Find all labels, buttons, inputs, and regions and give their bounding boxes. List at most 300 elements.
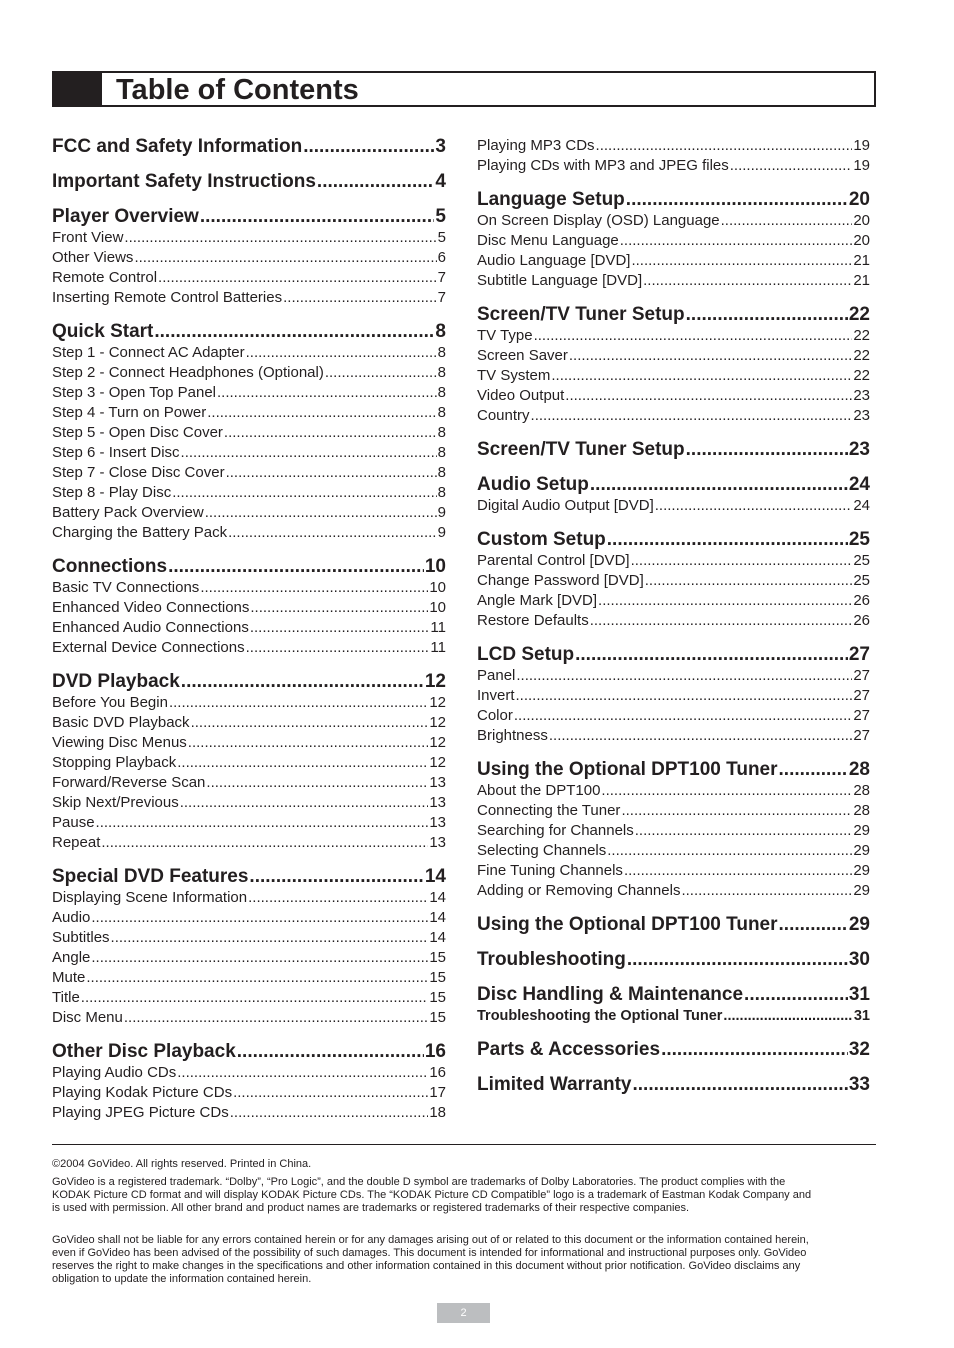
dot-leader [686,304,848,326]
toc-entry-label: Panel [477,667,516,684]
toc-entry-page: 32 [848,1039,870,1060]
toc-entry-page: 26 [853,612,870,629]
toc-subentry [477,326,870,346]
dot-leader [303,136,434,158]
toc-entry-label: Inserting Remote Control Batteries [52,289,283,306]
toc-entry-page: 8 [437,384,446,401]
toc-entry-page: 16 [429,1064,446,1081]
toc-entry-page: 22 [853,367,870,384]
toc-entry-label: Subtitles [52,929,110,946]
dot-leader [134,248,436,268]
dot-leader [181,443,437,463]
toc-entry-label: Battery Pack Overview [52,504,204,521]
toc-entry-page: 10 [424,556,446,577]
toc-entry-page: 22 [853,347,870,364]
toc-entry-label: Audio Language [DVD] [477,252,631,269]
dot-leader [590,474,848,496]
dot-leader [531,406,853,426]
toc-entry-page: 14 [429,889,446,906]
toc-entry-label: Disc Handling & Maintenance [477,984,744,1005]
toc-entry-page: 12 [429,734,446,751]
toc-section-entry [477,644,870,666]
toc-subentry [52,423,446,443]
toc-entry-page: 25 [853,572,870,589]
toc-entry-page: 18 [429,1104,446,1121]
toc-entry-label: Searching for Channels [477,822,634,839]
toc-entry-page: 22 [848,304,870,325]
toc-entry-page: 23 [853,407,870,424]
toc-entry-label: Step 5 - Open Disc Cover [52,424,223,441]
toc-entry-label: Quick Start [52,321,154,342]
dot-leader [124,1008,428,1028]
toc-entry-page: 27 [853,727,870,744]
dot-leader [551,366,852,386]
toc-section-entry [477,189,870,211]
toc-subentry [477,861,870,881]
toc-entry-label: Connecting the Tuner [477,802,621,819]
toc-subentry [52,928,446,948]
toc-subentry [477,551,870,571]
toc-entry-page: 20 [853,232,870,249]
dot-leader [626,189,848,211]
toc-subentry [52,1103,446,1123]
toc-entry-label: Subtitle Language [DVD] [477,272,643,289]
toc-entry-label: Forward/Reverse Scan [52,774,206,791]
toc-subentry [52,1008,446,1028]
dot-leader [246,638,430,658]
toc-entry-label: Step 8 - Play Disc [52,484,172,501]
toc-entry-label: Invert [477,687,515,704]
toc-entry-page: 11 [430,619,446,636]
toc-subentry [52,638,446,658]
toc-entry-label: Basic TV Connections [52,579,200,596]
toc-entry-page: 24 [848,474,870,495]
toc-entry-label: Brightness [477,727,548,744]
dot-leader [661,1039,848,1061]
toc-entry-page: 5 [435,206,446,227]
dot-leader [516,666,852,686]
toc-subentry [477,1006,870,1026]
toc-entry-label: Charging the Battery Pack [52,524,228,541]
toc-section-entry [52,136,446,158]
toc-entry-label: Enhanced Video Connections [52,599,250,616]
toc-entry-label: Screen Saver [477,347,568,364]
dot-leader [598,591,852,611]
dot-leader [228,523,437,543]
toc-entry-label: Playing MP3 CDs [477,137,595,154]
toc-entry-label: Parts & Accessories [477,1039,661,1060]
dot-leader [631,551,853,571]
toc-entry-label: Language Setup [477,189,625,210]
toc-subentry [477,686,870,706]
toc-entry-label: Audio Setup [477,474,589,495]
dot-leader [154,321,434,343]
toc-entry-label: Limited Warranty [477,1074,632,1095]
dot-leader [779,914,848,936]
toc-entry-page: 29 [848,914,870,935]
dot-leader [624,861,852,881]
dot-leader [233,1083,428,1103]
toc-entry-page: 17 [429,1084,446,1101]
dot-leader [205,503,437,523]
toc-entry-page: 14 [429,929,446,946]
dot-leader [91,908,428,928]
dot-leader [514,706,852,726]
dot-leader [596,136,853,156]
dot-leader [169,693,428,713]
toc-subentry [477,136,870,156]
dot-leader [620,231,853,251]
toc-subentry [52,948,446,968]
toc-entry-label: Step 3 - Open Top Panel [52,384,217,401]
dot-leader [230,1103,429,1123]
dot-leader [101,833,428,853]
dot-leader [686,439,848,461]
toc-entry-label: Other Views [52,249,134,266]
toc-subentry [52,813,446,833]
toc-entry-page: 14 [424,866,446,887]
dot-leader [627,949,848,971]
dot-leader [86,968,428,988]
toc-subentry [477,496,870,516]
dot-leader [246,343,437,363]
toc-entry-label: Playing Kodak Picture CDs [52,1084,233,1101]
dot-leader [191,713,429,733]
dot-leader [124,228,436,248]
toc-entry-label: Change Password [DVD] [477,572,644,589]
dot-leader [325,363,437,383]
dot-leader [177,753,428,773]
dot-leader [172,483,436,503]
dot-leader [181,671,424,693]
toc-entry-page: 20 [848,189,870,210]
toc-subentry [477,591,870,611]
dot-leader [631,251,852,271]
toc-entry-page: 23 [848,439,870,460]
dot-leader [633,1074,848,1096]
toc-entry-label: Skip Next/Previous [52,794,179,811]
dot-leader [200,206,435,228]
toc-entry-page: 24 [853,497,870,514]
toc-entry-page: 9 [437,524,446,541]
toc-entry-label: TV Type [477,327,533,344]
toc-subentry [52,908,446,928]
toc-section-entry [477,474,870,496]
dot-leader [111,928,429,948]
dot-leader [635,821,853,841]
toc-subentry [52,228,446,248]
toc-entry-page: 30 [848,949,870,970]
toc-section-entry [52,1041,446,1063]
dot-leader [91,948,428,968]
toc-entry-label: Country [477,407,530,424]
dot-leader [177,1063,428,1083]
toc-subentry [477,156,870,176]
toc-section-entry [477,1039,870,1061]
toc-entry-label: Front View [52,229,124,246]
dot-leader [565,386,852,406]
disclaimer-text: GoVideo shall not be liable for any errors contained herein or for any damages arising out of or related to this document or the information contained herein, even if GoVideo has been advised of the possibility of such damages. This document is intended for informational and instructional purposes only. GoVideo reserves the right to make changes in the specifications and other information contained in this document without prior notification. GoVideo disclaims any obligation to update the information contained herein. [52,1234,809,1285]
toc-section-entry [52,866,446,888]
toc-section-entry [477,304,870,326]
toc-subentry [52,503,446,523]
toc-subentry [52,888,446,908]
toc-subentry [52,713,446,733]
toc-subentry [477,346,870,366]
dot-leader [81,988,429,1008]
toc-entry-page: 27 [853,687,870,704]
toc-entry-page: 8 [437,344,446,361]
toc-entry-page: 10 [429,599,446,616]
toc-entry-page: 15 [429,989,446,1006]
toc-entry-label: FCC and Safety Information [52,136,303,157]
toc-entry-label: Player Overview [52,206,199,227]
toc-entry-label: Using the Optional DPT100 Tuner [477,759,778,780]
dot-leader [607,841,852,861]
toc-entry-page: 19 [853,157,870,174]
dot-leader [317,171,435,193]
dot-leader [168,556,424,578]
toc-entry-page: 5 [437,229,446,246]
dot-leader [655,496,853,516]
toc-subentry [477,881,870,901]
toc-subentry [52,618,446,638]
page-number: 2 [437,1303,490,1323]
toc-subentry [477,366,870,386]
toc-entry-label: Other Disc Playback [52,1041,236,1062]
toc-entry-label: Connections [52,556,168,577]
toc-subentry [477,231,870,251]
toc-entry-page: 12 [429,694,446,711]
toc-entry-page: 27 [853,707,870,724]
dot-leader [158,268,437,288]
toc-subentry [52,753,446,773]
toc-subentry [52,598,446,618]
toc-entry-label: On Screen Display (OSD) Language [477,212,720,229]
dot-leader [549,726,852,746]
toc-entry-page: 26 [853,592,870,609]
toc-entry-label: Video Output [477,387,565,404]
toc-entry-page: 22 [853,327,870,344]
toc-entry-label: TV System [477,367,551,384]
toc-entry-label: Disc Menu [52,1009,123,1026]
toc-entry-label: Stopping Playback [52,754,177,771]
toc-entry-page: 20 [853,212,870,229]
toc-subentry [477,726,870,746]
dot-leader [283,288,437,308]
toc-entry-label: Special DVD Features [52,866,249,887]
toc-subentry [52,833,446,853]
dot-leader [200,578,428,598]
toc-entry-page: 28 [848,759,870,780]
toc-entry-page: 13 [429,834,446,851]
toc-entry-label: Repeat [52,834,101,851]
toc-entry-page: 27 [853,667,870,684]
toc-entry-label: Mute [52,969,86,986]
toc-subentry [477,406,870,426]
toc-subentry [52,343,446,363]
toc-entry-label: Disc Menu Language [477,232,619,249]
toc-subentry [52,288,446,308]
toc-entry-page: 25 [853,552,870,569]
toc-entry-page: 8 [437,364,446,381]
toc-entry-page: 12 [424,671,446,692]
toc-section-entry [52,556,446,578]
toc-subentry [52,793,446,813]
toc-entry-label: LCD Setup [477,644,575,665]
toc-entry-page: 13 [429,794,446,811]
toc-entry-page: 8 [437,424,446,441]
toc-entry-label: Digital Audio Output [DVD] [477,497,654,514]
toc-entry-label: DVD Playback [52,671,180,692]
toc-entry-label: Enhanced Audio Connections [52,619,249,636]
toc-entry-label: Basic DVD Playback [52,714,190,731]
dot-leader [217,383,437,403]
toc-subentry [477,801,870,821]
dot-leader [569,346,852,366]
toc-entry-page: 16 [424,1041,446,1062]
toc-subentry [52,403,446,423]
dot-leader [224,423,437,443]
toc-entry-label: Screen/TV Tuner Setup [477,304,685,325]
toc-entry-page: 8 [435,321,446,342]
toc-entry-page: 14 [429,909,446,926]
toc-section-entry [477,984,870,1006]
toc-entry-page: 12 [429,754,446,771]
toc-entry-label: Step 6 - Insert Disc [52,444,180,461]
dot-leader [723,1006,852,1026]
toc-subentry [52,988,446,1008]
toc-subentry [52,443,446,463]
toc-entry-page: 8 [437,464,446,481]
toc-section-entry [52,671,446,693]
toc-entry-label: Step 7 - Close Disc Cover [52,464,225,481]
toc-entry-label: Title [52,989,80,1006]
toc-entry-label: Adding or Removing Channels [477,882,681,899]
toc-entry-page: 29 [853,862,870,879]
dot-leader [250,618,430,638]
toc-section-entry [477,949,870,971]
dot-leader [730,156,853,176]
dot-leader [188,733,429,753]
title-bar [52,71,876,107]
toc-entry-page: 7 [437,289,446,306]
toc-section-entry [52,171,446,193]
toc-subentry [52,463,446,483]
toc-subentry [477,611,870,631]
toc-entry-page: 11 [430,639,446,656]
toc-entry-page: 28 [853,782,870,799]
toc-entry-label: Playing JPEG Picture CDs [52,1104,229,1121]
toc-entry-label: Fine Tuning Channels [477,862,623,879]
toc-entry-label: Displaying Scene Information [52,889,248,906]
toc-entry-label: Pause [52,814,95,831]
toc-entry-label: Step 1 - Connect AC Adapter [52,344,245,361]
toc-subentry [52,483,446,503]
toc-entry-page: 13 [429,814,446,831]
title-block-decoration [54,73,102,105]
dot-leader [206,773,428,793]
toc-subentry [477,666,870,686]
toc-entry-page: 28 [853,802,870,819]
toc-entry-page: 31 [853,1008,870,1024]
dot-leader [237,1041,424,1063]
toc-entry-page: 29 [853,822,870,839]
toc-entry-label: Remote Control [52,269,158,286]
toc-subentry [52,968,446,988]
toc-section-entry [52,321,446,343]
dot-leader [226,463,437,483]
toc-subentry [52,1063,446,1083]
toc-entry-label: Parental Control [DVD] [477,552,630,569]
toc-subentry [477,571,870,591]
toc-entry-label: Audio [52,909,91,926]
toc-entry-page: 33 [848,1074,870,1095]
toc-section-entry [477,1074,870,1096]
dot-leader [607,529,848,551]
toc-subentry [52,578,446,598]
toc-subentry [477,386,870,406]
dot-leader [516,686,853,706]
toc-section-entry [52,206,446,228]
trademark-text: GoVideo is a registered trademark. “Dolby”, “Pro Logic”, and the double D symbol are trademarks of Dolby Laboratories. The product complies with the KODAK Picture CD format and will display KODAK Picture CDs. The “KODAK Picture CD Compatible” logo is a trademark of Eastman Kodak Company and is used with permission. All other brand and product names are trademarks or registered trademarks of their respective companies. [52,1176,812,1214]
toc-entry-page: 25 [848,529,870,550]
dot-leader [248,888,428,908]
toc-section-entry [477,914,870,936]
dot-leader [249,866,423,888]
toc-entry-label: Selecting Channels [477,842,607,859]
toc-entry-page: 4 [435,171,446,192]
toc-subentry [477,841,870,861]
toc-entry-label: Restore Defaults [477,612,589,629]
dot-leader [534,326,853,346]
toc-entry-label: Step 2 - Connect Headphones (Optional) [52,364,324,381]
dot-leader [721,211,853,231]
copyright-text: ©2004 GoVideo. All rights reserved. Printed in China. [52,1158,312,1170]
toc-subentry [52,268,446,288]
toc-subentry [52,773,446,793]
toc-entry-page: 15 [429,969,446,986]
toc-entry-page: 21 [853,252,870,269]
toc-subentry [52,363,446,383]
toc-entry-label: Troubleshooting the Optional Tuner [477,1008,723,1024]
toc-section-entry [477,529,870,551]
toc-entry-label: Playing CDs with MP3 and JPEG files [477,157,729,174]
toc-entry-page: 10 [429,579,446,596]
dot-leader [643,271,852,291]
toc-right-column [477,136,870,1096]
toc-subentry [477,251,870,271]
toc-entry-label: Angle [52,949,91,966]
toc-subentry [477,211,870,231]
toc-entry-page: 8 [437,444,446,461]
toc-entry-label: About the DPT100 [477,782,601,799]
toc-entry-page: 9 [437,504,446,521]
toc-entry-page: 8 [437,484,446,501]
dot-leader [601,781,852,801]
dot-leader [590,611,853,631]
toc-entry-label: Before You Begin [52,694,168,711]
toc-left-column [52,136,446,1123]
toc-entry-label: Using the Optional DPT100 Tuner [477,914,778,935]
toc-entry-page: 31 [848,984,870,1005]
toc-entry-page: 7 [437,269,446,286]
toc-subentry [52,733,446,753]
toc-subentry [52,248,446,268]
dot-leader [744,984,848,1006]
toc-entry-page: 29 [853,842,870,859]
dot-leader [681,881,852,901]
